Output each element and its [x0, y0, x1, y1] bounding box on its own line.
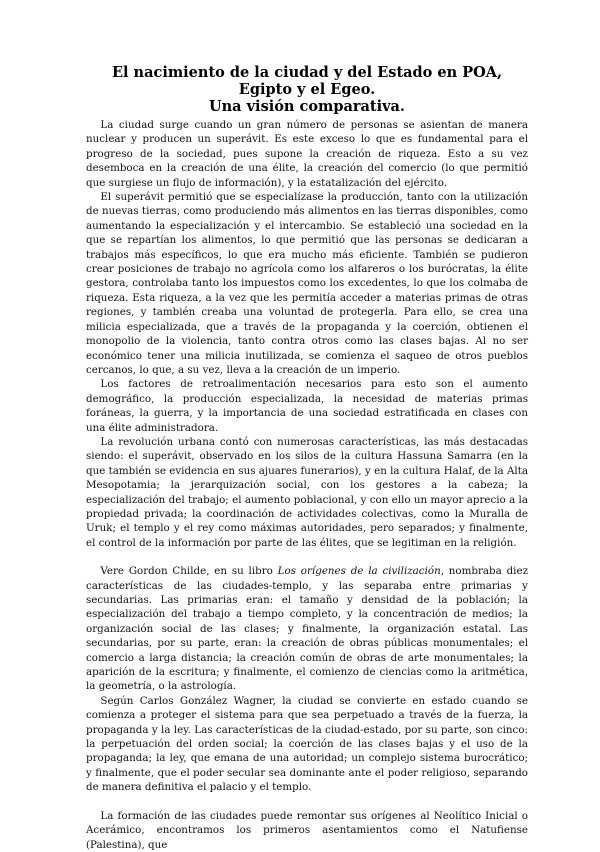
paragraph-intro: La ciudad surge cuando un gran número de personas se asientan de manera nuclear y producen un superávit. Es este exceso lo que es fundamental para el progreso de la sociedad, pues supone la creación de riqueza. Esto a su vez desemboca en la creación de una élite, la creación del comercio (lo que permitió que surgiese un flujo de información), y la estatalización del ejército. — [86, 119, 528, 189]
paragraph-feedback: Los factores de retroalimentación necesarios para esto son el aumento demográfico, la producción especializada, la necesidad de materias primas foráneas, la guerra, y la importancia de una sociedad estratificada en clases con una élite administradora. — [86, 378, 528, 434]
title-line-1: El nacimiento de la ciudad y del Estado en POA, Egipto y el Egeo. — [111, 64, 503, 98]
paragraph-gap — [86, 550, 528, 564]
paragraph-childe — [86, 564, 528, 694]
paragraph-gap — [86, 795, 528, 809]
childe-text-after: , nombraba diez características de las ciudades-templo, y las separaba entre primarias y secundarias. Las primarias eran: el tamaño y densidad de la población; la especialización del trabajo a tiempo completo, y la concentración de medios; la organización social de las clases; y finalmente, la organización estatal. Las secundarias, por su parte, eran: la creación de obras públicas monumentales; el comercio a larga distancia; la creación común de obras de arte monumentales; la aparición de la escritura; y finalmente, el comienzo de ciencias como la aritmética, la geometría, o la astrología. — [86, 565, 528, 693]
document-title — [86, 64, 528, 115]
paragraph-urban-revolution: La revolución urbana contó con numerosas características, las más destacadas siendo: el superávit, observado en los silos de la cultura Hassuna Samarra (en la que también se evidencia en sus ajuares funerarios), y en la cultura Halaf, de la Alta Mesopotamia; la jerarquización social, con los gestores a la cabeza; la especialización del trabajo; el aumento poblacional, y con ello un mayor aprecio a la propiedad privada; la coordinación de actividades colectivas, como la Muralla de Uruk; el templo y el rey como máximas autoridades, pero separados; y finalmente, el control de la información por parte de las élites, que se legitiman en la religión. — [86, 435, 528, 549]
paragraph-surplus: El superávit permitió que se especialízase la producción, tanto con la utilización de nuevas tierras, como produciendo más alimentos en las tierras disponibles, como aumentando la especialización y el intercambio. Se estableció una sociedad en la que se repartían los alimentos, lo que permitió que las personas se dedicaran a trabajos más específicos, lo que era mucho más eficiente. También se pudieron crear posiciones de trabajo no agrícola como los alfareros o los burócratas, la élite gestora, controlaba tanto los impuestos como los excedentes, lo que los colmaba de riqueza. Esta riqueza, a la vez que les permitía acceder a materias primas de otras regiones, y también creaba una voluntad de protegerla. Para ello, se crea una milicia especializada, que a través de la propaganda y la coerción, obtienen el monopolio de la violencia, tanto contra otros como las clases bajas. Al no ser económico tener una milicia inutilizada, se comienza el saqueo de otros pueblos cercanos, lo que, a su vez, lleva a la creación de un imperio. — [86, 191, 528, 376]
document-page — [86, 64, 528, 852]
paragraph-formation: La formación de las ciudades puede remontar sus orígenes al Neolítico Inicial o Acerámico, encontramos los primeros asentamientos como el Natufiense (Palestina), que — [86, 809, 528, 851]
childe-text-before: Vere Gordon Childe, en su libro — [100, 565, 278, 578]
book-title: Los orígenes de la civilización — [277, 565, 441, 578]
paragraph-wagner: Según Carlos González Wagner, la ciudad se convierte en estado cuando se comienza a proteger el sistema para que sea perpetuado a través de la fuerza, la propaganda y la ley. Las características de la ciudad-estado, por su parte, son cinco: la perpetuación del orden social; la coerción de las clases bajas y el uso de la propaganda; la ley, que emana de una autoridad; un complejo sistema burocrático; y finalmente, que el poder secular sea dominante ante el poder religioso, separando de manera definitiva el palacio y el templo. — [86, 694, 528, 794]
title-line-2: Una visión comparativa. — [209, 98, 405, 115]
